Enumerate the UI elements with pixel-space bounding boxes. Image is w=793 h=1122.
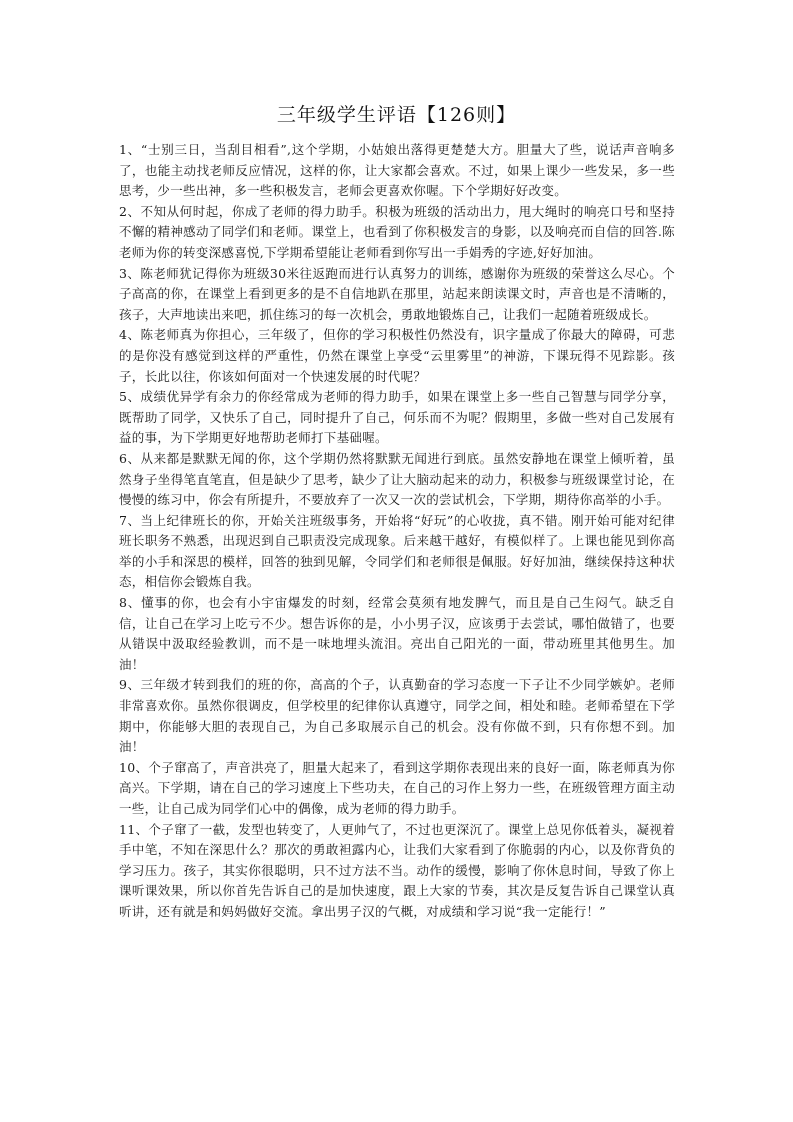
comment-paragraph-10: 10、个子窜高了，声音洪亮了，胆量大起来了，看到这学期你表现出来的良好一面，陈老师真为你高兴。下学期，请在自己的学习速度上下些功夫，在自己的习作上努力一些，在班级管理方面主动一些，让自己成为同学们心中的偶像，成为老师的得力助手。 xyxy=(119,759,675,816)
comment-paragraph-7: 7、当上纪律班长的你，开始关注班级事务，开始将“好玩”的心收拢，真不错。刚开始可能对纪律班长职务不熟悉，出现迟到自己职责没完成现象。后来越干越好，有模似样了。上课也能见到你高举的小手和深思的模样，回答的独到见解，令同学们和老师很是佩服。好好加油，继续保持这种状态，相信你会锻炼自我。 xyxy=(119,512,675,590)
comment-paragraph-4: 4、陈老师真为你担心，三年级了，但你的学习积极性仍然没有，识字量成了你最大的障碍，可悲的是你没有感觉到这样的严重性，仍然在课堂上享受“云里雾里”的神游，下课玩得不见踪影。孩子，长此以往，你该如何面对一个快速发展的时代呢？ xyxy=(119,327,675,384)
comment-paragraph-5: 5、成绩优异学有余力的你经常成为老师的得力助手，如果在课堂上多一些自己智慧与同学分享，既帮助了同学，又快乐了自己，同时提升了自己，何乐而不为呢？假期里，多做一些对自己发展有益的事，为下学期更好地帮助老师打下基础喔。 xyxy=(119,389,675,446)
document-title: 三年级学生评语【126则】 xyxy=(276,104,517,126)
comment-paragraph-11: 11、个子窜了一截，发型也转变了，人更帅气了，不过也更深沉了。课堂上总见你低着头，凝视着手中笔，不知在深思什么？那次的勇敢袒露内心，让我们大家看到了你脆弱的内心，以及你背负的学习压力。孩子，其实你很聪明，只不过方法不当。动作的缓慢，影响了你休息时间，导致了你上课听课效果，所以你首先告诉自己的是加快速度，跟上大家的节奏，其次是反复告诉自己课堂认真听讲，还有就是和妈妈做好交流。拿出男子汉的气概，对成绩和学习说“我一定能行！” xyxy=(119,821,675,919)
comment-paragraph-1: 1、“士别三日，当刮目相看”,这个学期，小姑娘出落得更楚楚大方。胆量大了些，说话声音响多了，也能主动找老师反应情况，这样的你，让大家都会喜欢。不过，如果上课少一些发呆，多一些思考，少一些出神，多一些积极发言，老师会更喜欢你喔。下个学期好好改变。 xyxy=(119,142,675,199)
document-body xyxy=(119,140,675,923)
comment-paragraph-3: 3、陈老师犹记得你为班级30米往返跑而进行认真努力的训练，感谢你为班级的荣誉这么尽心。个子高高的你，在课堂上看到更多的是不自信地趴在那里，站起来朗读课文时，声音也是不清晰的，孩子，大声地读出来吧，抓住练习的每一次机会，勇敢地锻炼自己，让我们一起随着班级成长。 xyxy=(119,265,675,322)
comment-paragraph-6: 6、从来都是默默无闻的你，这个学期仍然将默默无闻进行到底。虽然安静地在课堂上倾听着，虽然身子坐得笔直笔直，但是缺少了思考，缺少了让大脑动起来的动力，积极参与班级课堂讨论，在慢慢的练习中，你会有所提升，不要放弃了一次又一次的尝试机会，下学期，期待你高举的小手。 xyxy=(119,450,675,508)
comment-paragraph-9: 9、三年级才转到我们的班的你，高高的个子，认真勤奋的学习态度一下子让不少同学嫉妒。老师非常喜欢你。虽然你很调皮，但学校里的纪律你认真遵守，同学之间，相处和睦。老师希望在下学期中，你能够大胆的表现自己，为自己多取展示自己的机会。没有你做不到，只有你想不到。加油！ xyxy=(119,677,675,755)
comment-paragraph-2: 2、不知从何时起，你成了老师的得力助手。积极为班级的活动出力，甩大绳时的响亮口号和坚持不懈的精神感动了同学们和老师。课堂上，也看到了你积极发言的身影，以及响亮而自信的回答.陈老师为你的转变深感喜悦,下学期希望能让老师看到你写出一手娟秀的字迹,好好加油。 xyxy=(119,203,675,260)
comment-paragraph-8: 8、懂事的你，也会有小宇宙爆发的时刻，经常会莫须有地发脾气，而且是自己生闷气。缺乏自信，让自己在学习上吃亏不少。想告诉你的是，小小男子汉，应该勇于去尝试，哪怕做错了，也要从错误中汲取经验教训，而不是一味地埋头流泪。亮出自己阳光的一面，带动班里其他男生。加油！ xyxy=(119,595,675,672)
